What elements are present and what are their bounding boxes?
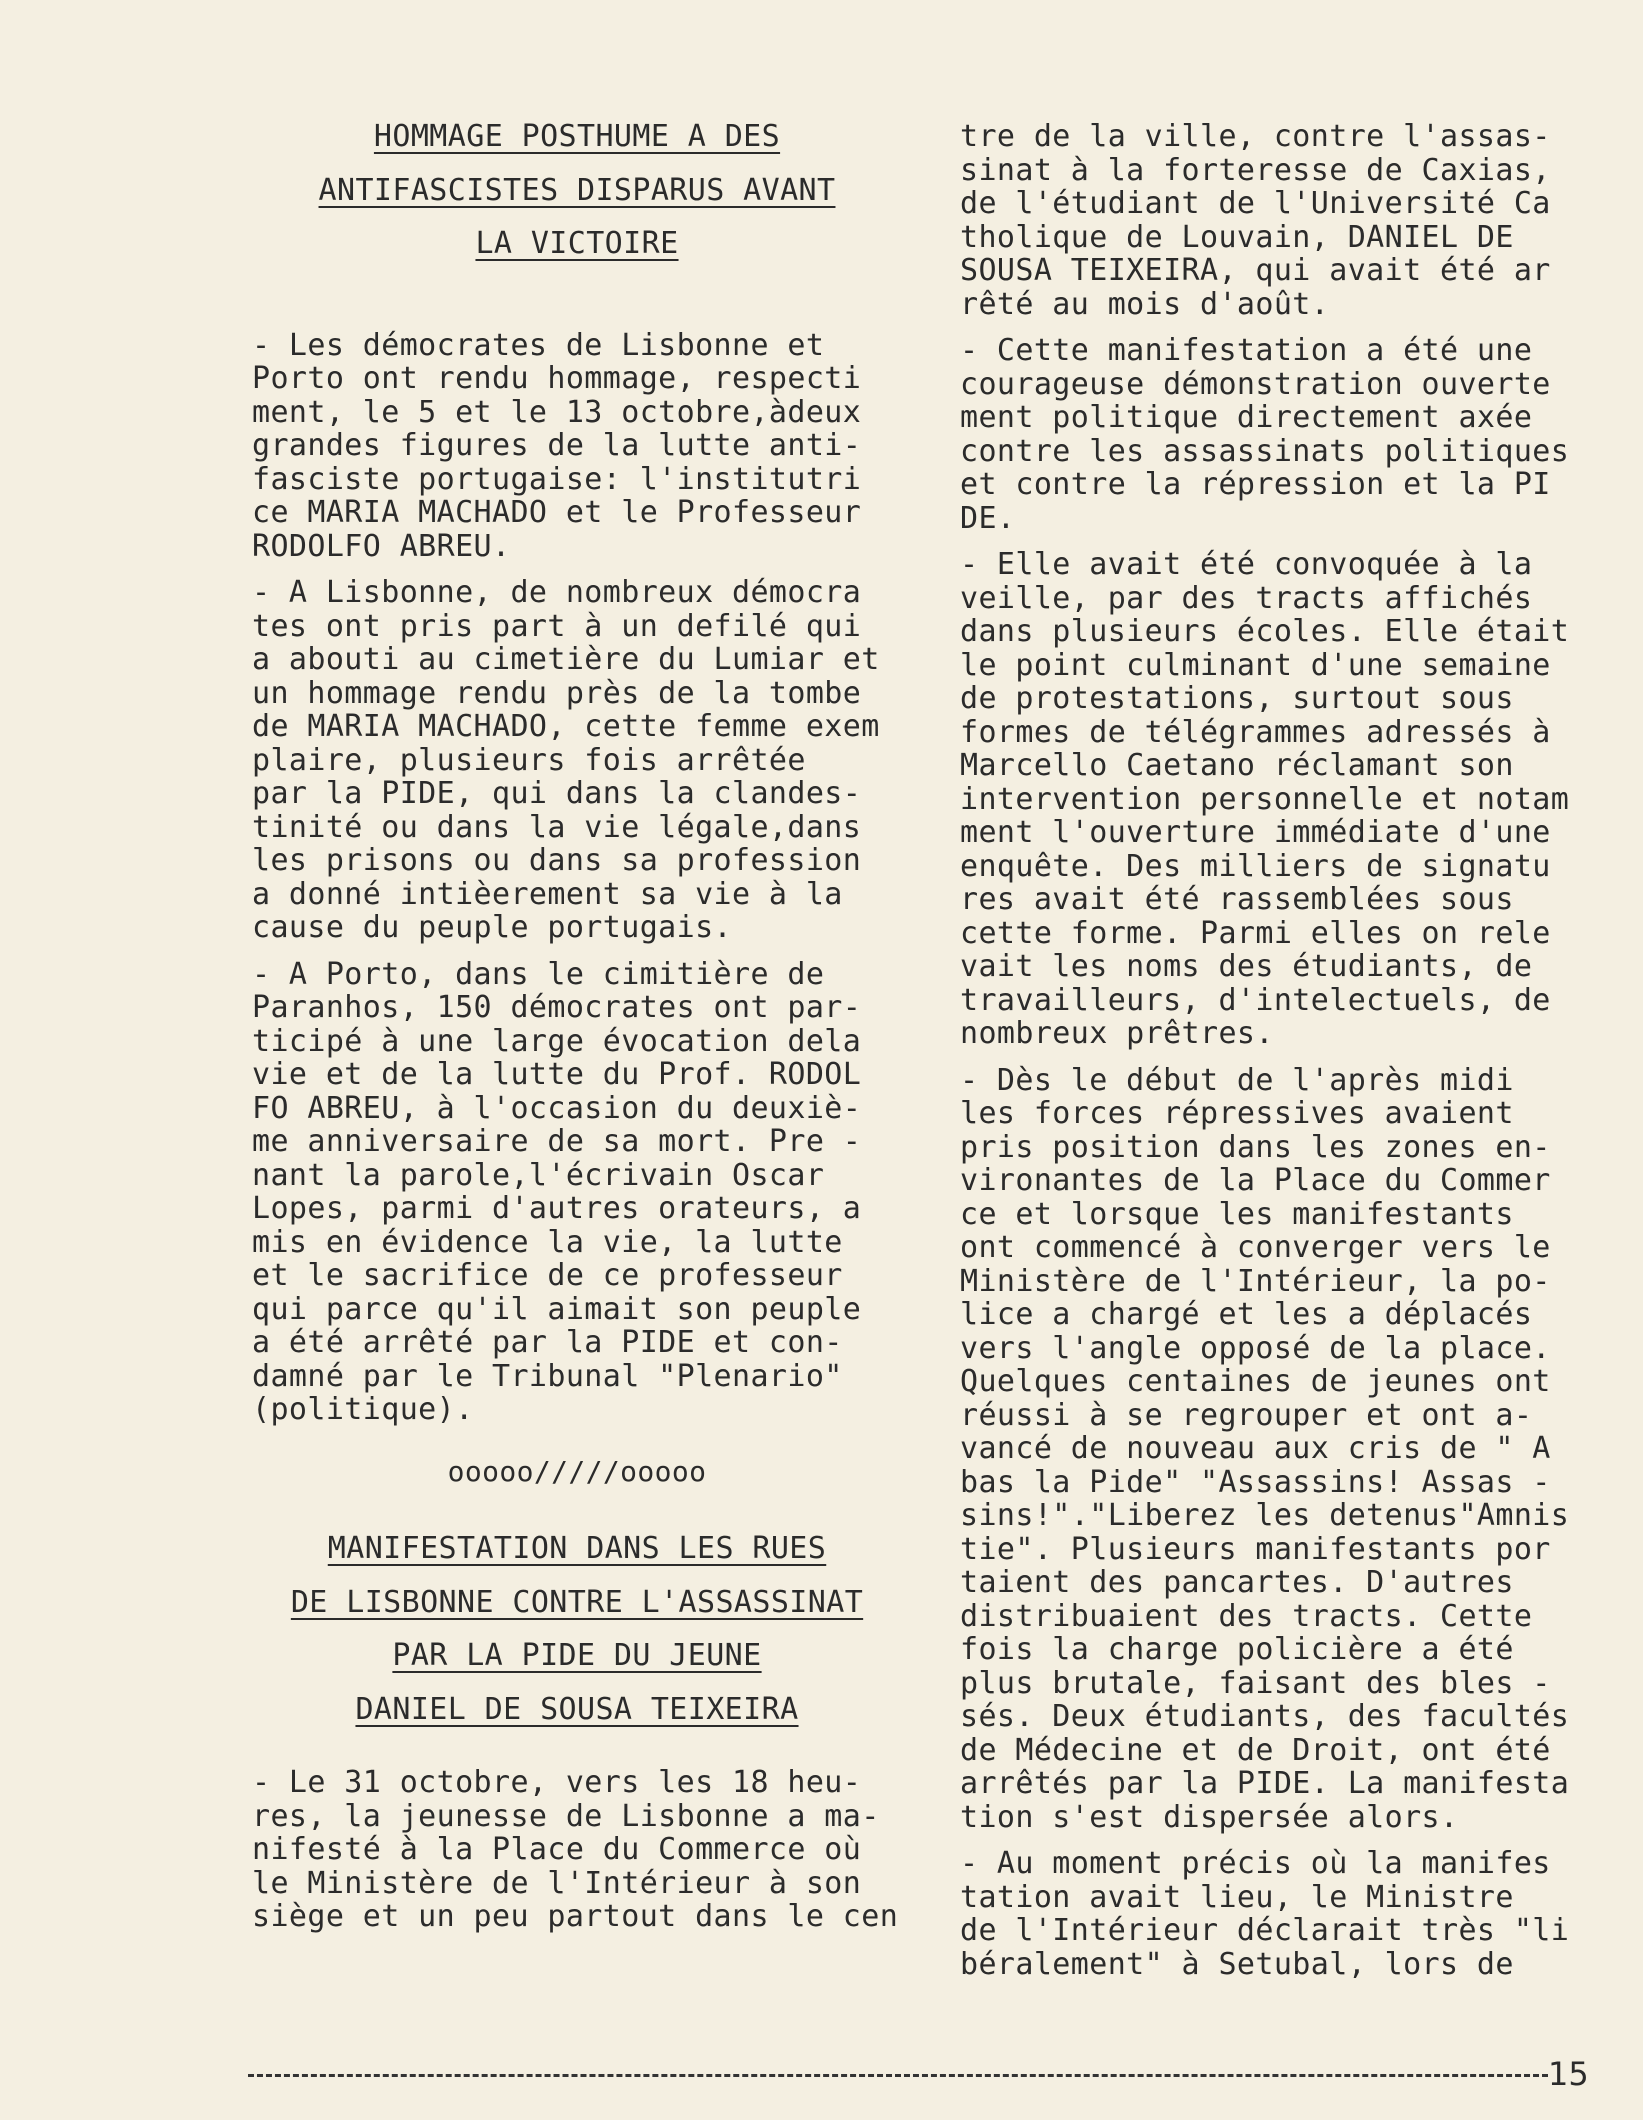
article-title-hommage bbox=[252, 120, 902, 261]
paragraph: - Dès le début de l'après midi les forces répressives avaient pris position dans les zones en- vironantes de la Place du Commer ce et lorsque les manifestants ont commencé à converger vers le Ministère de l'Intérieur, la po- lice a chargé et les a déplacés vers l'angle opposé de la place. Quelques centaines de jeunes ont réussi à se regrouper et ont a- vancé de nouveau aux cris de " A bas la Pide" "Assassins! Assas - sins!"."Liberez les detenus"Amnis tie". Plusieurs manifestants por taient des pancartes. D'autres distribuaient des tracts. Cette fois la charge policière a été plus brutale, faisant des bles - sés. Deux étudiants, des facultés de Médecine et de Droit, ont été arrêtés par la PIDE. La manifesta tion s'est dispersée alors. bbox=[960, 1062, 1570, 1835]
title-line: PAR LA PIDE DU JEUNE bbox=[392, 1638, 762, 1673]
paragraph: - Elle avait été convoquée à la veille, par des tracts affichés dans plusieurs écoles. Elle était le point culminant d'une semaine de protestations, surtout sous formes de télégrammes adressés à Marcello Caetano réclamant son intervention personnelle et notam ment l'ouverture immédiate d'une enquête. Des milliers de signatu res avait été rassemblées sous cette forme. Parmi elles on rele vait les noms des étudiants, de travailleurs, d'intelectuels, de nombreux prêtres. bbox=[960, 547, 1570, 1051]
paragraph: - A Porto, dans le cimitière de Paranhos, 150 démocrates ont par- ticipé à une large évocation dela vie et de la lutte du Prof. RODOL FO ABREU, à l'occasion du deuxiè- me anniversaire de sa mort. Pre - nant la parole,l'écrivain Oscar Lopes, parmi d'autres orateurs, a mis en évidence la vie, la lutte et le sacrifice de ce professeur qui parce qu'il aimait son peuple a été arrêté par la PIDE et con- damné par le Tribunal "Plenario" (politique). bbox=[252, 956, 862, 1427]
title-line: MANIFESTATION DANS LES RUES bbox=[327, 1531, 827, 1566]
footer-dashed-rule bbox=[248, 2074, 1548, 2077]
article-title-manifestation bbox=[252, 1532, 902, 1726]
title-line: HOMMAGE POSTHUME A DES bbox=[373, 119, 781, 154]
right-column bbox=[960, 120, 1605, 1994]
paragraph: - Le 31 octobre, vers les 18 heu- res, la jeunesse de Lisbonne a ma- nifesté à la Place du Commerce où le Ministère de l'Intérieur à son siège et un peu partout dans le cen bbox=[252, 1765, 899, 1934]
left-column bbox=[252, 120, 902, 1947]
paragraph: tre de la ville, contre l'assas- sinat à la forteresse de Caxias, de l'étudiant de l'Université Ca tholique de Louvain, DANIEL DE SOUSA TEIXEIRA, qui avait été ar rêté au mois d'août. bbox=[960, 119, 1551, 322]
title-line: DE LISBONNE CONTRE L'ASSASSINAT bbox=[290, 1584, 864, 1620]
page-number: 15 bbox=[1548, 2055, 1589, 2093]
title-line: DANIEL DE SOUSA TEIXEIRA bbox=[355, 1691, 799, 1727]
paragraph: - Cette manifestation a été une courageuse démonstration ouverte ment politique directement axée contre les assassinats politiques et contre la répression et la PI DE. bbox=[960, 333, 1570, 536]
section-separator: ooooo/////ooooo bbox=[447, 1454, 707, 1488]
paragraph: - A Lisbonne, de nombreux démocra tes ont pris part à un defilé qui a abouti au cimetière du Lumiar et un hommage rendu près de la tombe de MARIA MACHADO, cette femme exem plaire, plusieurs fois arrêtée par la PIDE, qui dans la clandes- tinité ou dans la vie légale,dans les prisons ou dans sa profession a donné intièerement sa vie à la cause du peuple portugais. bbox=[252, 575, 880, 945]
title-line: LA VICTOIRE bbox=[475, 226, 679, 261]
title-line: ANTIFASCISTES DISPARUS AVANT bbox=[318, 172, 836, 208]
paragraph: - Au moment précis où la manifes tation avait lieu, le Ministre de l'Intérieur déclarait très "li béralement" à Setubal, lors de bbox=[960, 1846, 1570, 1982]
paragraph: - Les démocrates de Lisbonne et Porto ont rendu hommage, respecti ment, le 5 et le 13 octobre,àdeux grandes figures de la lutte anti- fasciste portugaise: l'institutri ce MARIA MACHADO et le Professeur RODOLFO ABREU. bbox=[252, 327, 862, 564]
